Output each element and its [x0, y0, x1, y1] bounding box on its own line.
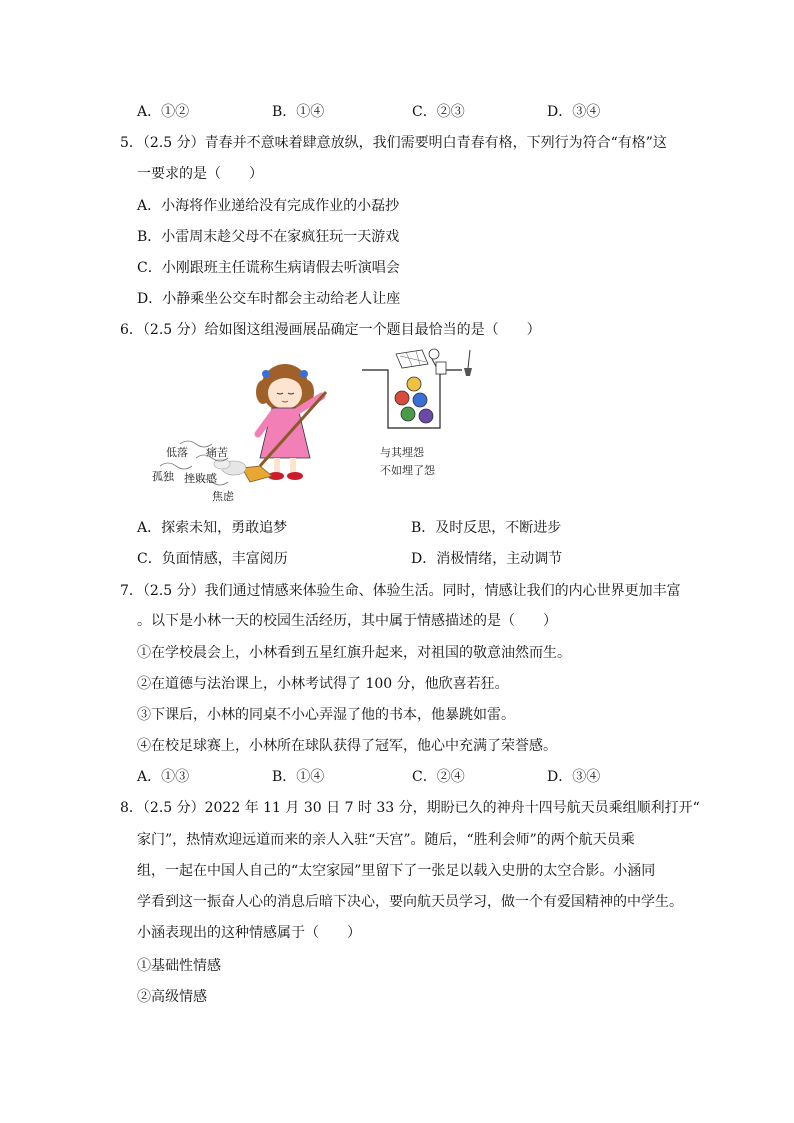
q6-option-b[interactable]: B．及时反思，不断进步 [411, 520, 562, 536]
cartoon-label-low: 低落 [166, 446, 188, 459]
q8-item-1: ①基础性情感 [137, 958, 221, 974]
q6-stem: 6．（2.5 分）给如图这组漫画展品确定一个题目最恰当的是（ ） [120, 322, 541, 338]
shovel [468, 350, 470, 368]
q4-option-c[interactable]: C．②③ [412, 104, 465, 120]
q5-option-b[interactable]: B．小雷周末趁父母不在家疯狂玩一天游戏 [137, 229, 400, 245]
q7-option-b[interactable]: B．①④ [272, 769, 325, 785]
q4-option-b[interactable]: B．①④ [272, 104, 325, 120]
q8-stem-line-1: 8．（2.5 分）2022 年 11 月 30 日 7 时 33 分，期盼已久的神舟十四号航天员乘组顺利打开“ [120, 800, 700, 816]
cartoon-caption-2: 不如埋了怨 [380, 464, 435, 477]
q6-option-c[interactable]: C．负面情感，丰富阅历 [137, 551, 288, 567]
q7-item-3: ③下课后，小林的同桌不小心弄湿了他的书本，他暴跳如雷。 [137, 707, 515, 723]
cartoon-label-pain: 痛苦 [206, 446, 228, 459]
q5-option-a[interactable]: A．小海将作业递给没有完成作业的小磊抄 [137, 198, 400, 214]
q8-stem-line-4: 学看到这一振奋人心的消息后暗下决心，要向航天员学习，做一个有爱国精神的中学生。 [137, 894, 683, 910]
q6-option-d[interactable]: D．消极情绪，主动调节 [411, 551, 563, 567]
cartoon-label-frustration: 挫败感 [184, 472, 217, 485]
q4-option-d[interactable]: D．③④ [547, 104, 601, 120]
q5-stem-line-1: 5．（2.5 分）青春并不意味着肆意放纵，我们需要明白青春有格，下列行为符合“有格”这 [120, 135, 667, 151]
q7-item-1: ①在学校晨会上，小林看到五星红旗升起来，对祖国的敬意油然而生。 [137, 645, 571, 661]
q7-option-c[interactable]: C．②④ [412, 769, 465, 785]
q8-stem-line-2: 家门”，热情欢迎远道而来的亲人入驻“天宫”。随后，“胜利会师”的两个航天员乘 [137, 832, 635, 848]
q8-item-2: ②高级情感 [137, 989, 207, 1005]
q5-option-d[interactable]: D．小静乘坐公交车时都会主动给老人让座 [137, 291, 401, 307]
cartoon-caption-1: 与其埋怨 [380, 446, 424, 459]
q7-stem-line-2: 。以下是小林一天的校园生活经历，其中属于情感描述的是（ ） [137, 613, 557, 629]
q5-option-c[interactable]: C．小刚跟班主任谎称生病请假去听演唱会 [137, 260, 400, 276]
q8-stem-line-3: 组，一起在中国人自己的“太空家园”里留下了一张足以载入史册的太空合影。小涵同 [137, 863, 656, 879]
q8-stem-line-5: 小涵表现出的这种情感属于（ ） [137, 925, 361, 941]
girl-hair-bow [262, 370, 270, 378]
q7-stem-line-1: 7．（2.5 分）我们通过情感来体验生命、体验生活。同时，情感让我们的内心世界更加丰富 [120, 583, 681, 599]
q6-option-a[interactable]: A．探索未知，勇敢追梦 [137, 520, 288, 536]
q7-item-2: ②在道德与法治课上，小林考试得了 100 分，他欣喜若狂。 [137, 676, 509, 692]
q7-item-4: ④在校足球赛上，小林所在球队获得了冠军，他心中充满了荣誉感。 [137, 738, 557, 754]
q5-stem-line-2: 一要求的是（ ） [137, 166, 263, 182]
broom-head [242, 466, 272, 482]
q7-option-d[interactable]: D．③④ [547, 769, 601, 785]
cartoon-label-lonely: 孤独 [152, 470, 174, 483]
q7-option-a[interactable]: A．①③ [137, 769, 190, 785]
cartoon-label-anxiety: 焦虑 [212, 490, 234, 503]
q4-option-a[interactable]: A．①② [137, 104, 190, 120]
q6-cartoon [150, 348, 480, 508]
